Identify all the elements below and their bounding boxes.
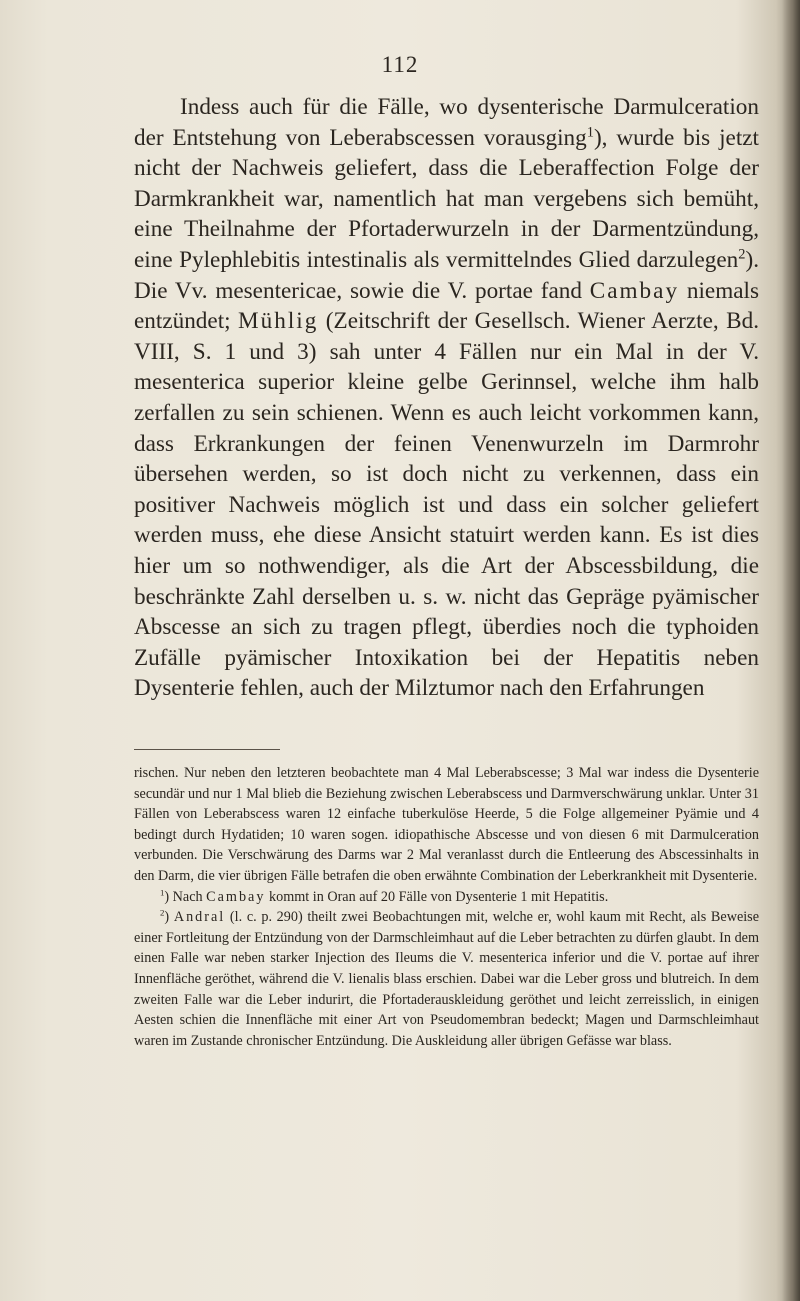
body-text-segment: niemals entzündet; <box>134 277 759 335</box>
footnote-1-text: kommt in Oran auf 20 Fälle von Dysenterie 1 mit Hepatitis. <box>265 888 609 905</box>
footnote-ref-1: 1 <box>586 123 594 140</box>
footnote-1-mark: 1 <box>160 886 165 897</box>
footnote-1-prefix: ) Nach <box>164 888 207 905</box>
footnote-2-author: Andral <box>173 909 226 926</box>
page-edge-shadow <box>782 0 800 1301</box>
footnote-1 <box>134 887 759 908</box>
body-paragraph <box>134 92 759 704</box>
author-name-muehlig: Mühlig <box>238 308 319 335</box>
footnote-1-author: Cambay <box>206 888 266 905</box>
body-text-segment: (Zeitschrift der Gesellsch. Wiener Aerzte, Bd. VIII, S. 1 und 3) sah unter 4 Fällen nur ein Mal in der V. mesenterica superior kleine gelbe Gerinnsel, welche ihm halb zerfallen zu sein schienen. Wenn es auch leicht vorkommen kann, dass Erkrankungen der feinen Venenwurzeln im Darmrohr übersehen werden, so ist doch nicht zu verkennen, dass ein positiver Nachweis möglich ist und dass ein solcher geliefert werden muss, ehe diese Ansicht statuirt werden kann. Es ist dies hier um so nothwendiger, als die Art der Abscessbildung, die beschränkte Zahl derselben u. s. w. nicht das Gepräge pyämischer Abscesse an sich zu tragen pflegt, überdies noch die typhoiden Zufälle pyämischer Intoxikation bei der Hepatitis neben Dysenterie fehlen, auch der Milztumor nach den Erfahrungen <box>134 308 760 702</box>
main-text <box>134 92 759 704</box>
footnote-continuation: rischen. Nur neben den letzteren beobachtete man 4 Mal Leberabscesse; 3 Mal war indess die Dysenterie secundär und nur 1 Mal blieb die Beziehung zwischen Leberabscess und Darmverschwärung unklar. Unter 31 Fällen von Leberabscess waren 12 einfache tuberkulöse Heerde, 5 die Folge allgemeiner Pyämie und 4 bedingt durch Hydatiden; 10 waren sogen. idiopathische Abscesse und von diesen 6 mit Darmulceration verbunden. Die Verschwärung des Darms war 2 Mal veranlasst durch die Entleerung des Abscessinhalts in den Darm, die vier übrigen Fälle betrafen die oben erwähnte Combination der Leberkrankheit mit Dysenterie. <box>134 765 759 884</box>
footnote-ref-2: 2 <box>738 246 746 263</box>
footnote-2-text: (l. c. p. 290) theilt zwei Beobachtungen mit, welche er, wohl kaum mit Recht, als Beweise einer Fortleitung der Entzündung von der Darmschleimhaut auf die Leber betrachten zu dürfen glaubt. In dem einen Falle war neben starker Injection des Ileums die V. mesenterica inferior und die V. portae auf ihrer Innenfläche geröthet, während die V. lienalis blass erschien. Dabei war die Leber gross und blutreich. In dem zweiten Falle war die Leber indurirt, die Pfortaderauskleidung geröthet und leicht zerreisslich, in einigen Aesten schien die Innenfläche mit einer Art von Pseudomembran bedeckt; Magen und Darmschleimhaut waren im Zustande chronischer Entzündung. Die Auskleidung aller übrigen Gefässe war blass. <box>134 909 759 1049</box>
footnote-2-mark: 2 <box>160 907 165 918</box>
footnote-divider <box>134 749 280 750</box>
footnotes <box>134 763 759 1051</box>
footnote-2-prefix: ) <box>164 909 174 926</box>
body-text-segment: Indess auch für die Fälle, wo dysenterische Darmulceration der Entstehung von Leberabscessen vorausging <box>134 94 759 151</box>
author-name-cambay: Cambay <box>589 277 680 304</box>
page-number: 112 <box>381 52 419 77</box>
body-text-segment: ), wurde bis jetzt nicht der Nachweis geliefert, dass die Leberaffection Folge der Darmkrankheit war, namentlich hat man vergebens sich bemüht, eine Theilnahme der Pfortaderwurzeln in der Darmentzündung, eine Pylephlebitis intestinalis als vermittelndes Glied darzulegen <box>134 124 759 273</box>
body-text-segment: ). Die Vv. mesentericae, sowie die V. portae fand <box>134 246 759 304</box>
footnote-2 <box>134 907 759 1051</box>
